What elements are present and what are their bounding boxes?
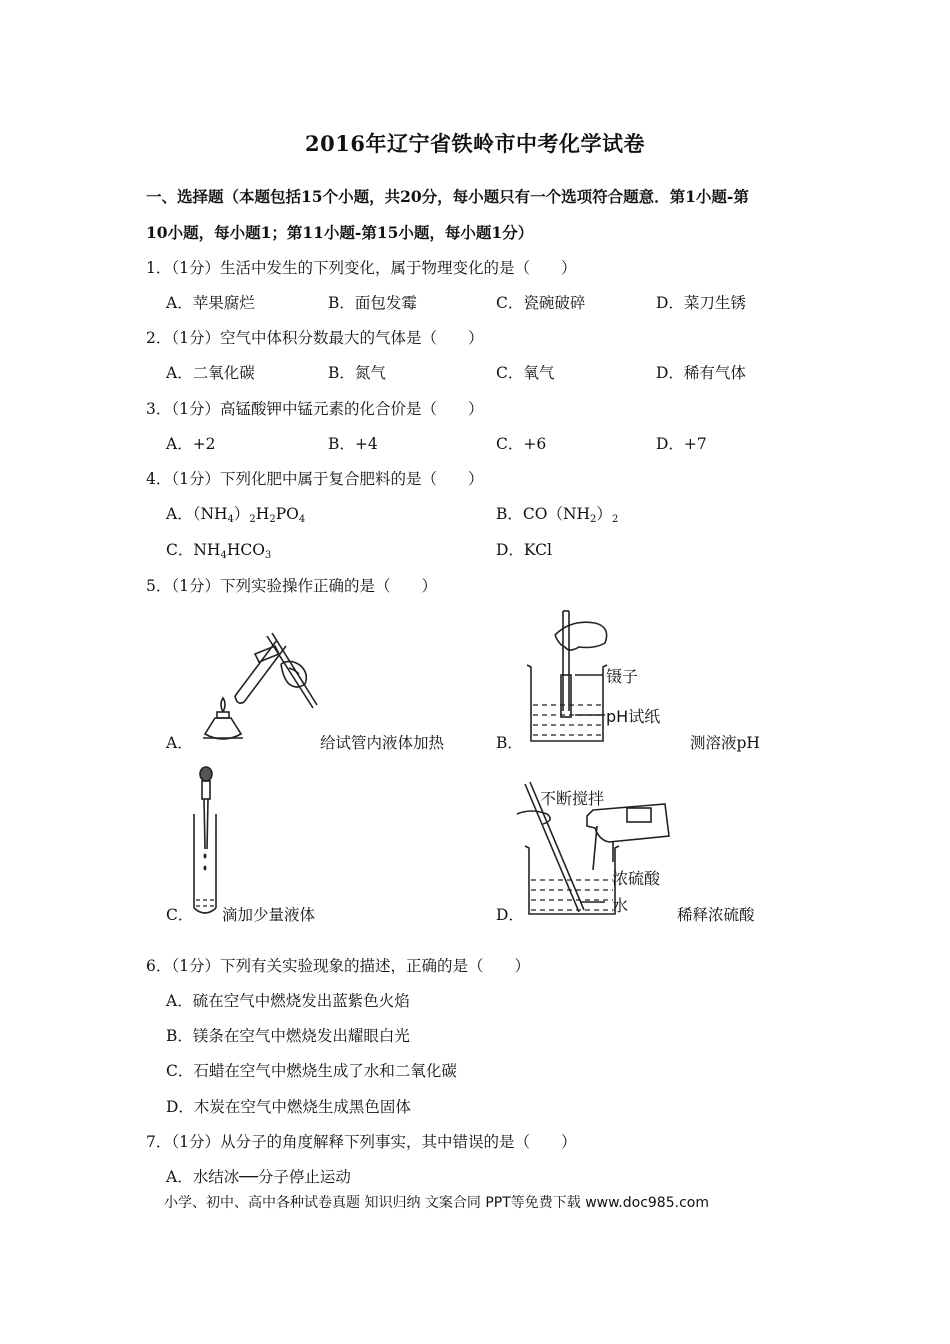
label-water: 水 — [612, 896, 629, 915]
label-tweezers: 镊子 — [606, 667, 639, 686]
label-sulfuric-acid: 浓硫酸 — [612, 869, 661, 888]
q1-option-d: D．菜刀生锈 — [656, 294, 746, 312]
q1-option-b: B．面包发霉 — [328, 294, 417, 312]
q5-option-d-letter: D． — [496, 906, 524, 924]
q3-option-a: A．+2 — [166, 435, 216, 453]
q4-option-a: A．$(NH_4)_2H_2PO_4$ — [166, 505, 306, 525]
question-7-stem: 7．（1分）从分子的角度解释下列事实，其中错误的是（ ） — [146, 1133, 577, 1151]
q5-option-c-caption: 滴加少量液体 — [222, 906, 316, 924]
q7-option-a: A．水结冰──分子停止运动 — [166, 1168, 351, 1186]
q5-option-a-letter: A． — [166, 734, 193, 752]
question-2-stem: 2．（1分）空气中体积分数最大的气体是（ ） — [146, 329, 484, 347]
q3-option-b: B．+4 — [328, 435, 378, 453]
label-stir: 不断搅拌 — [540, 789, 605, 808]
q5-option-d-caption: 稀释浓硫酸 — [677, 906, 755, 924]
page-title: 2016年辽宁省铁岭市中考化学试卷 — [305, 131, 645, 156]
q6-option-b: B．镁条在空气中燃烧发出耀眼白光 — [166, 1027, 410, 1045]
q5-option-a-caption: 给试管内液体加热 — [320, 734, 445, 752]
q4-option-d: D．KCl — [496, 541, 552, 559]
figure-heating-test-tube — [195, 628, 325, 750]
q3-option-d: D．+7 — [656, 435, 707, 453]
section-heading-line1: 一、选择题（本题包括15个小题，共20分，每小题只有一个选项符合题意．第1小题-第 — [146, 187, 749, 206]
footer-note: 小学、初中、高中各种试卷真题 知识归纳 文案合同 PPT等免费下载 www.doc985.com — [164, 1195, 709, 1211]
label-ph-paper: pH试纸 — [606, 707, 661, 726]
q1-option-c: C．瓷碗破碎 — [496, 294, 586, 312]
q6-option-a: A．硫在空气中燃烧发出蓝紫色火焰 — [166, 992, 410, 1010]
figure-dropper — [188, 764, 222, 920]
q6-option-c: C．石蜡在空气中燃烧生成了水和二氧化碳 — [166, 1062, 457, 1080]
question-6-stem: 6．（1分）下列有关实验现象的描述，正确的是（ ） — [146, 957, 530, 975]
section-heading-line2: 10小题，每小题1；第11小题-第15小题，每小题1分） — [146, 223, 534, 242]
q4-option-b: B．$CO(NH_2)_2$ — [496, 505, 619, 525]
q4-option-c: C．$NH_4HCO_3$ — [166, 541, 272, 561]
q1-option-a: A．苹果腐烂 — [166, 294, 255, 312]
q3-option-c: C．+6 — [496, 435, 547, 453]
q2-option-b: B．氮气 — [328, 364, 386, 382]
q5-option-b-caption: 测溶液pH — [690, 734, 760, 752]
question-1-stem: 1．（1分）生活中发生的下列变化，属于物理变化的是（ ） — [146, 259, 577, 277]
q2-option-d: D．稀有气体 — [656, 364, 746, 382]
q5-option-c-letter: C． — [166, 906, 194, 924]
question-4-stem: 4．（1分）下列化肥中属于复合肥料的是（ ） — [146, 470, 484, 488]
q6-option-d: D．木炭在空气中燃烧生成黑色固体 — [166, 1098, 411, 1116]
q2-option-a: A．二氧化碳 — [166, 364, 255, 382]
question-5-stem: 5．（1分）下列实验操作正确的是（ ） — [146, 577, 437, 595]
q2-option-c: C．氧气 — [496, 364, 555, 382]
question-3-stem: 3．（1分）高锰酸钾中锰元素的化合价是（ ） — [146, 400, 484, 418]
q5-option-b-letter: B． — [496, 734, 523, 752]
